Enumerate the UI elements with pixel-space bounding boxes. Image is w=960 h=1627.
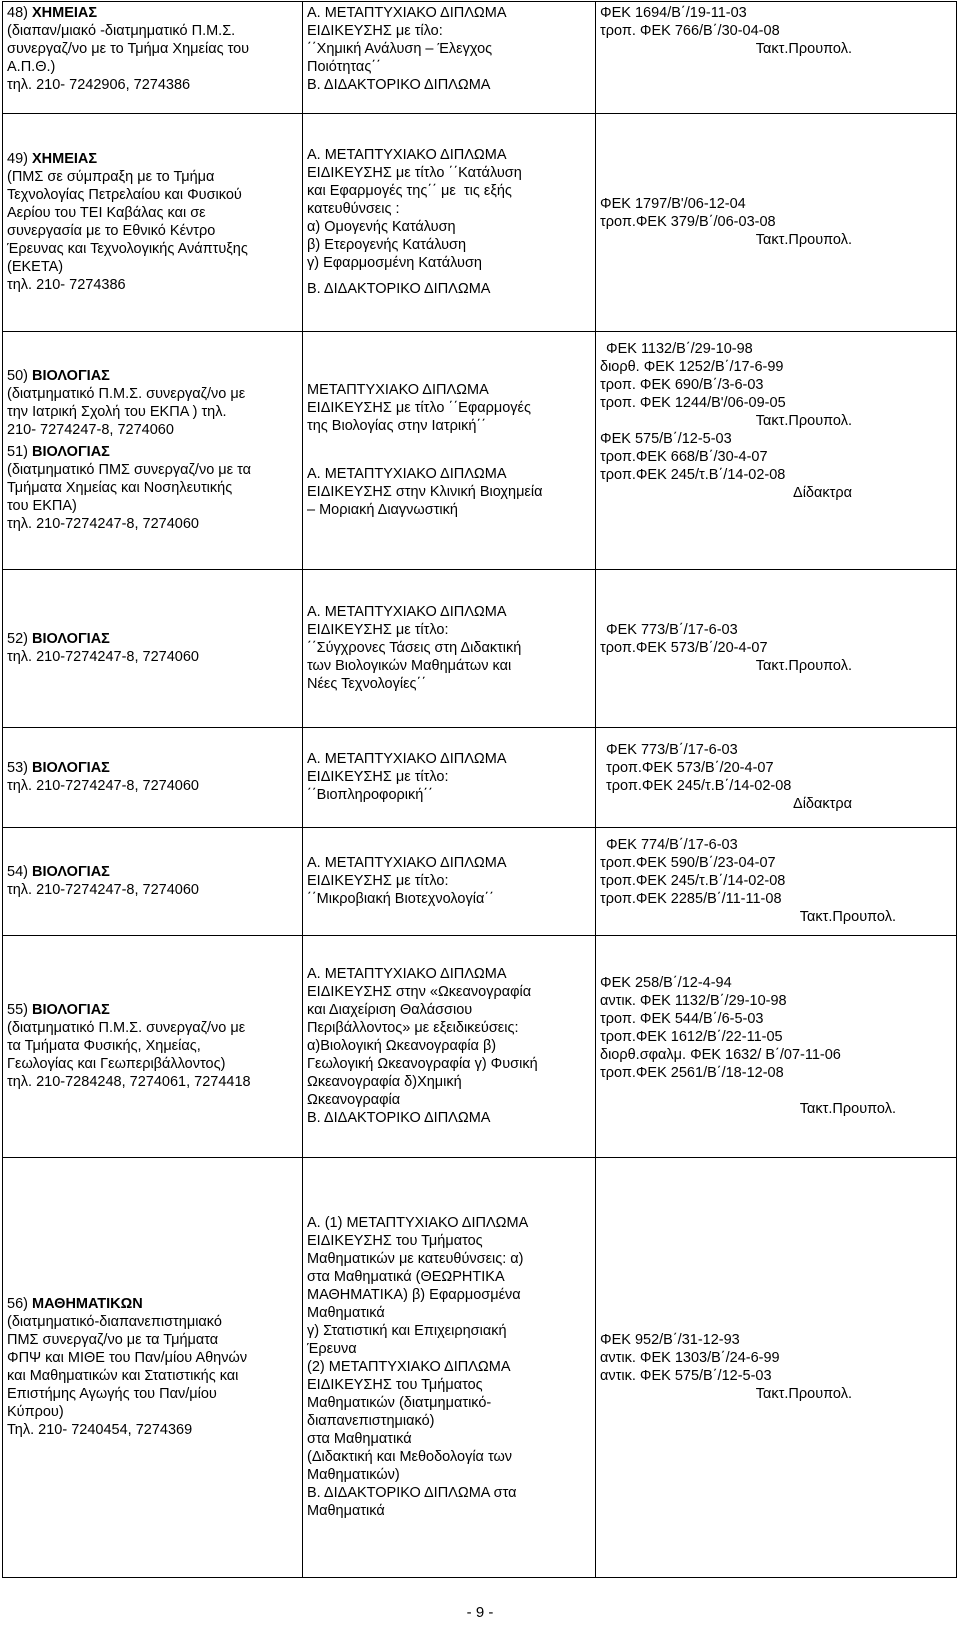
cell-line: (διατμηματικό Π.Μ.Σ. συνεργαζ/νο με xyxy=(7,386,246,402)
cell-line: ΕΙΔΙΚΕΥΣΗΣ του Τμήματος xyxy=(307,1377,483,1393)
cell-line: Α.Π.Θ.) xyxy=(7,59,56,75)
cell-line: τηλ. 210-7274247-8, 7274060 xyxy=(7,516,199,532)
cell-line: τροπ.ΦΕΚ 245/τ.Β΄/14-02-08 xyxy=(600,873,786,889)
cell-line: αντικ. ΦΕΚ 1303/Β΄/24-6-99 xyxy=(600,1350,780,1366)
cell-line: (διαπαν/μιακό -διατμηματικό Π.Μ.Σ. xyxy=(7,23,236,39)
cell-line: ΕΙΔΙΚΕΥΣΗΣ στην Κλινική Βιοχημεία xyxy=(307,484,543,500)
cell-line: στα Μαθηματικά xyxy=(307,1431,412,1447)
cell-line: και Εφαρμογές της΄΄ με τις εξής xyxy=(307,183,512,199)
gazette-cell xyxy=(596,728,957,828)
gazette-cell xyxy=(596,1158,957,1578)
funding-label: Τακτ.Προυπολ. xyxy=(799,909,896,925)
cell-line: α)Βιολογική Ωκεανογραφία β) xyxy=(307,1038,497,1054)
department-name: ΒΙΟΛΟΓΙΑΣ xyxy=(32,631,110,647)
table-row-55 xyxy=(3,936,957,1158)
cell-line: τροπ.ΦΕΚ 590/Β΄/23-04-07 xyxy=(600,855,776,871)
funding-label: Δίδακτρα xyxy=(793,485,852,501)
cell-line: Κύπρου) xyxy=(7,1404,64,1420)
degree-cell xyxy=(303,936,596,1158)
cell-line: ΦΕΚ 1694/Β΄/19-11-03 xyxy=(600,5,747,21)
programs-table xyxy=(2,1,957,1578)
cell-line: Β. ΔΙΔΑΚΤΟΡΙΚΟ ΔΙΠΛΩΜΑ στα xyxy=(307,1485,517,1501)
cell-line: τηλ. 210-7284248, 7274061, 7274418 xyxy=(7,1074,251,1090)
cell-line: ΜΑΘΗΜΑΤΙΚΑ) β) Εφαρμοσμένα xyxy=(307,1287,521,1303)
cell-line: Α. ΜΕΤΑΠΤΥΧΙΑΚΟ ΔΙΠΛΩΜΑ xyxy=(307,147,507,163)
department-name: ΧΗΜΕΙΑΣ xyxy=(32,151,98,167)
funding-label: Τακτ.Προυπολ. xyxy=(755,658,852,674)
degree-cell xyxy=(303,570,596,728)
cell-line: της Βιολογίας στην Ιατρική΄΄ xyxy=(307,418,487,434)
department-cell xyxy=(3,570,303,728)
cell-line: ΕΙΔΙΚΕΥΣΗΣ με τίτλο ΄΄Εφαρμογές xyxy=(307,400,531,416)
cell-line: Έρευνα xyxy=(307,1341,357,1357)
cell-line: στα Μαθηματικά (ΘΕΩΡΗΤΙΚΑ xyxy=(307,1269,505,1285)
cell-line: γ) Εφαρμοσμένη Κατάλυση xyxy=(307,255,482,271)
cell-line: Μαθηματικά xyxy=(307,1503,385,1519)
cell-line xyxy=(307,272,591,280)
cell-line: των Βιολογικών Μαθημάτων και xyxy=(307,658,512,674)
cell-line: ΕΙΔΙΚΕΥΣΗΣ με τίλο: xyxy=(307,23,443,39)
cell-line: τροπ. ΦΕΚ 544/Β΄/6-5-03 xyxy=(600,1011,764,1027)
cell-line: Α. ΜΕΤΑΠΤΥΧΙΑΚΟ ΔΙΠΛΩΜΑ xyxy=(307,751,507,767)
cell-line: τροπ.ΦΕΚ 2285/Β΄/11-11-08 xyxy=(600,891,782,907)
department-cell xyxy=(3,728,303,828)
cell-line: ΦΕΚ 773/Β΄/17-6-03 xyxy=(606,742,738,758)
entry-number: 50) xyxy=(7,368,28,384)
cell-line: Περιβάλλοντος» με εξειδικεύσεις: xyxy=(307,1020,519,1036)
cell-line: – Μοριακή Διαγνωστική xyxy=(307,502,458,518)
cell-line: ΕΙΔΙΚΕΥΣΗΣ με τίτλο: xyxy=(307,873,449,889)
cell-line: (ΕΚΕΤΑ) xyxy=(7,259,64,275)
gazette-cell xyxy=(596,114,957,332)
department-name: ΒΙΟΛΟΓΙΑΣ xyxy=(32,368,110,384)
cell-line: Β. ΔΙΔΑΚΤΟΡΙΚΟ ΔΙΠΛΩΜΑ xyxy=(307,1110,491,1126)
table-row-48 xyxy=(3,2,957,114)
funding-label: Τακτ.Προυπολ. xyxy=(755,1386,852,1402)
cell-line: Α. ΜΕΤΑΠΤΥΧΙΑΚΟ ΔΙΠΛΩΜΑ xyxy=(307,855,507,871)
degree-cell xyxy=(303,2,596,114)
cell-line: ΦΕΚ 774/Β΄/17-6-03 xyxy=(606,837,738,853)
entry-number: 54) xyxy=(7,864,28,880)
cell-line: (Διδακτική και Μεθοδολογία των xyxy=(307,1449,513,1465)
cell-line: ΠΜΣ συνεργαζ/νο με τα Τμήματα xyxy=(7,1332,219,1348)
cell-line: ΕΙΔΙΚΕΥΣΗΣ στην «Ωκεανογραφία xyxy=(307,984,532,1000)
department-name: ΜΑΘΗΜΑΤΙΚΩΝ xyxy=(32,1296,143,1312)
entry-number: 51) xyxy=(7,444,28,460)
gazette-cell xyxy=(596,570,957,728)
funding-label: Τακτ.Προυπολ. xyxy=(755,232,852,248)
cell-line: Α. ΜΕΤΑΠΤΥΧΙΑΚΟ ΔΙΠΛΩΜΑ xyxy=(307,466,507,482)
cell-line: αντικ. ΦΕΚ 1132/Β΄/29-10-98 xyxy=(600,993,787,1009)
cell-line: τα Τμήματα Φυσικής, Χημείας, xyxy=(7,1038,201,1054)
cell-line: β) Ετερογενής Κατάλυση xyxy=(307,237,467,253)
department-name: ΒΙΟΛΟΓΙΑΣ xyxy=(32,444,110,460)
cell-line: Μαθηματικών με κατευθύνσεις: α) xyxy=(307,1251,524,1267)
cell-line: διορθ. ΦΕΚ 1252/Β΄/17-6-99 xyxy=(600,359,784,375)
cell-line: ΦΠΨ και ΜΙΘΕ του Παν/μίου Αθηνών xyxy=(7,1350,248,1366)
cell-line: διορθ.σφαλμ. ΦΕΚ 1632/ Β΄/07-11-06 xyxy=(600,1047,841,1063)
cell-line: τροπ. ΦΕΚ 1244/Β'/06-09-05 xyxy=(600,395,786,411)
cell-line: τροπ.ΦΕΚ 573/Β΄/20-4-07 xyxy=(606,760,774,776)
cell-line: (2) ΜΕΤΑΠΤΥΧΙΑΚΟ ΔΙΠΛΩΜΑ xyxy=(307,1359,511,1375)
gazette-cell xyxy=(596,332,957,570)
cell-line: τροπ. ΦΕΚ 766/Β΄/30-04-08 xyxy=(600,23,780,39)
entry-number: 48) xyxy=(7,5,28,21)
cell-line: τηλ. 210-7274247-8, 7274060 xyxy=(7,778,199,794)
department-cell xyxy=(3,2,303,114)
cell-line: ΄΄Μικροβιακή Βιοτεχνολογία΄΄ xyxy=(307,891,495,907)
cell-line: Μαθηματικών) xyxy=(307,1467,400,1483)
cell-line: ΄΄Βιοπληροφορική΄΄ xyxy=(307,787,433,803)
cell-line: α) Ομογενής Κατάλυση xyxy=(307,219,456,235)
degree-cell xyxy=(303,1158,596,1578)
cell-line: ΄΄Χημική Ανάλυση – Έλεγχος xyxy=(307,41,493,57)
cell-line: ΄΄Σύγχρονες Τάσεις στη Διδακτική xyxy=(307,640,522,656)
degree-cell xyxy=(303,728,596,828)
cell-line: ΕΙΔΙΚΕΥΣΗΣ με τίτλο ΄΄Κατάλυση xyxy=(307,165,522,181)
cell-line: ΦΕΚ 952/Β΄/31-12-93 xyxy=(600,1332,740,1348)
cell-line: Ωκεανογραφία xyxy=(307,1092,401,1108)
table-row-54 xyxy=(3,828,957,936)
gazette-cell xyxy=(596,936,957,1158)
cell-line: Αερίου του ΤΕΙ Καβάλας και σε xyxy=(7,205,206,221)
cell-line: Α. ΜΕΤΑΠΤΥΧΙΑΚΟ ΔΙΠΛΩΜΑ xyxy=(307,604,507,620)
cell-line: (ΠΜΣ σε σύμπραξη με το Τμήμα xyxy=(7,169,215,185)
department-cell xyxy=(3,332,303,570)
cell-line: ΕΙΔΙΚΕΥΣΗΣ με τίτλο: xyxy=(307,622,449,638)
table-row-49 xyxy=(3,114,957,332)
table-row-56 xyxy=(3,1158,957,1578)
degree-cell xyxy=(303,114,596,332)
cell-line: τηλ. 210-7274247-8, 7274060 xyxy=(7,882,199,898)
cell-line: τροπ. ΦΕΚ 690/Β΄/3-6-03 xyxy=(600,377,764,393)
cell-line: ΦΕΚ 1132/Β΄/29-10-98 xyxy=(606,341,753,357)
cell-line: τροπ.ΦΕΚ 1612/Β΄/22-11-05 xyxy=(600,1029,783,1045)
cell-line: τροπ.ΦΕΚ 2561/Β΄/18-12-08 xyxy=(600,1065,784,1081)
entry-number: 49) xyxy=(7,151,28,167)
department-name: ΒΙΟΛΟΓΙΑΣ xyxy=(32,1002,110,1018)
degree-cell xyxy=(303,828,596,936)
department-name: ΒΙΟΛΟΓΙΑΣ xyxy=(32,864,110,880)
cell-line: την Ιατρική Σχολή του ΕΚΠΑ ) τηλ. xyxy=(7,404,227,420)
cell-line: Έρευνας και Τεχνολογικής Ανάπτυξης xyxy=(7,241,248,257)
cell-line: και Μαθηματικών και Στατιστικής και xyxy=(7,1368,239,1384)
cell-line: και Διαχείριση Θαλάσσιου xyxy=(307,1002,473,1018)
table-row-50-51 xyxy=(3,332,957,570)
gazette-cell xyxy=(596,828,957,936)
cell-line: τροπ.ΦΕΚ 245/τ.Β΄/14-02-08 xyxy=(606,778,792,794)
cell-line: Τεχνολογίας Πετρελαίου και Φυσικού xyxy=(7,187,242,203)
department-cell xyxy=(3,114,303,332)
cell-line: (διατμηματικό Π.Μ.Σ. συνεργαζ/νο με xyxy=(7,1020,246,1036)
cell-line: Μαθηματικά xyxy=(307,1305,385,1321)
cell-line: Επιστήμης Αγωγής του Παν/μίου xyxy=(7,1386,217,1402)
entry-number: 52) xyxy=(7,631,28,647)
cell-line: ΕΙΔΙΚΕΥΣΗΣ του Τμήματος xyxy=(307,1233,483,1249)
department-cell xyxy=(3,828,303,936)
cell-line: τηλ. 210- 7242906, 7274386 xyxy=(7,77,191,93)
funding-label: Δίδακτρα xyxy=(793,796,852,812)
department-cell xyxy=(3,1158,303,1578)
cell-line: Τηλ. 210- 7240454, 7274369 xyxy=(7,1422,193,1438)
department-cell xyxy=(3,936,303,1158)
cell-line: Β. ΔΙΔΑΚΤΟΡΙΚΟ ΔΙΠΛΩΜΑ xyxy=(307,281,491,297)
cell-line: αντικ. ΦΕΚ 575/Β΄/12-5-03 xyxy=(600,1368,772,1384)
cell-line: ΕΙΔΙΚΕΥΣΗΣ με τίτλο: xyxy=(307,769,449,785)
degree-cell xyxy=(303,332,596,570)
cell-line: ΦΕΚ 575/Β΄/12-5-03 xyxy=(600,431,732,447)
cell-line: γ) Στατιστική και Επιχειρησιακή xyxy=(307,1323,507,1339)
table-row-52 xyxy=(3,570,957,728)
table-row-53 xyxy=(3,728,957,828)
cell-line: κατευθύνσεις : xyxy=(307,201,400,217)
cell-line: Νέες Τεχνολογίες΄΄ xyxy=(307,676,427,692)
cell-line: τροπ.ΦΕΚ 379/Β΄/06-03-08 xyxy=(600,214,776,230)
cell-line: Τμήματα Χημείας και Νοσηλευτικής xyxy=(7,480,233,496)
cell-line: συνεργασία με το Εθνικό Κέντρο xyxy=(7,223,216,239)
cell-line: τροπ.ΦΕΚ 668/Β΄/30-4-07 xyxy=(600,449,768,465)
cell-line: Ποιότητας΄΄ xyxy=(307,59,381,75)
cell-line: ΦΕΚ 773/Β΄/17-6-03 xyxy=(606,622,738,638)
cell-line: τηλ. 210-7274247-8, 7274060 xyxy=(7,649,199,665)
entry-number: 53) xyxy=(7,760,28,776)
cell-line: Ωκεανογραφία δ)Χημική xyxy=(307,1074,462,1090)
cell-line: ΦΕΚ 258/Β΄/12-4-94 xyxy=(600,975,732,991)
entry-number: 56) xyxy=(7,1296,28,1312)
cell-line: Α. ΜΕΤΑΠΤΥΧΙΑΚΟ ΔΙΠΛΩΜΑ xyxy=(307,966,507,982)
cell-line: τηλ. 210- 7274386 xyxy=(7,277,126,293)
department-name: ΧΗΜΕΙΑΣ xyxy=(32,5,98,21)
entry-number: 55) xyxy=(7,1002,28,1018)
page-number: - 9 - xyxy=(466,1604,494,1621)
funding-label: Τακτ.Προυπολ. xyxy=(799,1101,896,1117)
cell-line: διαπανεπιστημιακό) xyxy=(307,1413,435,1429)
cell-line: Μαθηματικών (διατμηματικό- xyxy=(307,1395,492,1411)
cell-line: συνεργαζ/νο με το Τμήμα Χημείας του xyxy=(7,41,250,57)
gazette-cell xyxy=(596,2,957,114)
cell-line: ΦΕΚ 1797/Β'/06-12-04 xyxy=(600,196,746,212)
cell-line: Α. ΜΕΤΑΠΤΥΧΙΑΚΟ ΔΙΠΛΩΜΑ xyxy=(307,5,507,21)
cell-line: τροπ.ΦΕΚ 245/τ.Β΄/14-02-08 xyxy=(600,467,786,483)
cell-line: Β. ΔΙΔΑΚΤΟΡΙΚΟ ΔΙΠΛΩΜΑ xyxy=(307,77,491,93)
cell-line: Α. (1) ΜΕΤΑΠΤΥΧΙΑΚΟ ΔΙΠΛΩΜΑ xyxy=(307,1215,529,1231)
funding-label: Τακτ.Προυπολ. xyxy=(755,41,852,57)
cell-line: Γεωλογική Ωκεανογραφία γ) Φυσική xyxy=(307,1056,538,1072)
cell-line: 210- 7274247-8, 7274060 xyxy=(7,422,174,438)
cell-line: τροπ.ΦΕΚ 573/Β΄/20-4-07 xyxy=(600,640,768,656)
cell-line: ΜΕΤΑΠΤΥΧΙΑΚΟ ΔΙΠΛΩΜΑ xyxy=(307,382,489,398)
funding-label: Τακτ.Προυπολ. xyxy=(755,413,852,429)
cell-line: Γεωλογίας και Γεωπεριβάλλοντος) xyxy=(7,1056,226,1072)
cell-line: του ΕΚΠΑ) xyxy=(7,498,77,514)
department-name: ΒΙΟΛΟΓΙΑΣ xyxy=(32,760,110,776)
cell-line: (διατμηματικό ΠΜΣ συνεργαζ/νο με τα xyxy=(7,462,252,478)
cell-line: (διατμηματικό-διαπανεπιστημιακό xyxy=(7,1314,222,1330)
